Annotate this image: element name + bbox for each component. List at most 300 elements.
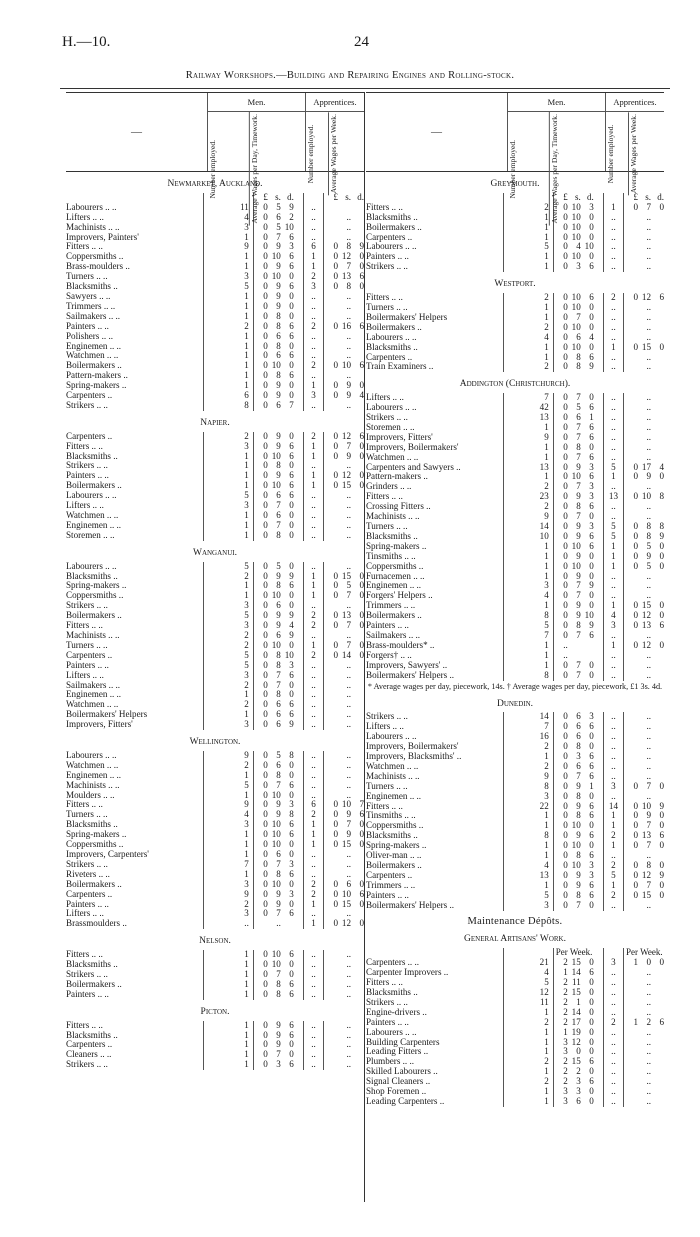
apprentice-number: .. [603, 998, 623, 1008]
men-wages [553, 1097, 603, 1107]
major-heading: Maintenance Dépôts. [467, 915, 563, 927]
men-number: 14 [504, 712, 554, 722]
apprentice-number: .. [304, 761, 324, 771]
wage-d: 6 [289, 470, 294, 481]
wage-s: .. [646, 251, 651, 262]
wage-d: 8 [659, 491, 664, 502]
apprentice-number: .. [603, 988, 623, 998]
wage-d: 6 [289, 320, 294, 331]
wage-s: 6 [276, 699, 281, 710]
header-dash: — [131, 126, 142, 138]
wage-s: .. [346, 370, 351, 381]
wage-p: 0 [563, 530, 568, 541]
men-number: 1 [504, 811, 554, 821]
wage-p: 2 [563, 1006, 568, 1017]
wage-p: 0 [633, 600, 638, 611]
wage-d: 0 [359, 570, 364, 581]
men-number: 1 [203, 511, 253, 521]
wage-d: 6 [659, 1016, 664, 1027]
wage-s: 12 [341, 918, 351, 929]
table-row [66, 332, 364, 342]
apprentice-wages [324, 1021, 365, 1031]
men-number: 4 [203, 810, 253, 820]
apprentice-wages [324, 781, 365, 791]
wage-p: £ [263, 191, 268, 202]
wage-p: 0 [263, 1019, 268, 1030]
apprentices-label: Apprentices. [606, 93, 664, 112]
wage-p: 0 [333, 809, 338, 820]
men-number: 1 [203, 381, 253, 391]
wage-s: 9 [276, 281, 281, 292]
wage-d: 0 [589, 221, 594, 232]
men-number: 1 [203, 690, 253, 700]
apprentice-number-label: Number employed. [306, 124, 315, 183]
wage-s: .. [346, 749, 351, 760]
wage-s: 14 [341, 649, 351, 660]
wage-d: 0 [289, 529, 294, 540]
occupation: Strikers .. .. [66, 461, 108, 471]
table-row [66, 401, 364, 411]
table-row [66, 880, 364, 890]
wage-d: 6 [289, 1029, 294, 1040]
table-row [66, 830, 364, 840]
wage-s: 7 [576, 580, 581, 591]
wage-p: 0 [563, 590, 568, 601]
wage-s: 7 [576, 629, 581, 640]
wage-d: 0 [589, 996, 594, 1007]
wage-p: 0 [263, 949, 268, 960]
men-number: 1 [203, 1031, 253, 1041]
men-number: 1 [504, 223, 554, 233]
apprentice-wages [324, 342, 365, 352]
wage-s: 6 [276, 629, 281, 640]
men-wages [253, 332, 303, 342]
occupation: Labourers .. .. [66, 491, 117, 501]
wage-d: 3 [589, 461, 594, 472]
men-number: 9 [504, 772, 554, 782]
wage-d: 0 [289, 390, 294, 401]
wage-s: 10 [641, 491, 651, 502]
men-number: 1 [203, 710, 253, 720]
apprentice-number: .. [304, 531, 324, 541]
table-row [66, 791, 364, 801]
apprentice-wages [624, 958, 665, 968]
occupation: Strikers .. .. [366, 413, 408, 423]
apprentice-number: 1 [304, 452, 324, 462]
men-number: 1 [203, 452, 253, 462]
apprentice-number: 1 [603, 343, 623, 353]
wage-s: .. [646, 402, 651, 413]
occupation: Carpenters .. [366, 352, 413, 362]
wage-d: 9 [589, 361, 594, 372]
section-row [66, 411, 364, 432]
wage-p: 0 [263, 201, 268, 212]
table-row [66, 381, 364, 391]
table-row [366, 293, 664, 303]
wage-p: 1 [633, 1016, 638, 1027]
wage-p: £ [333, 191, 338, 202]
wage-d: 4 [289, 620, 294, 631]
table-row [366, 651, 664, 661]
wage-s: 9 [576, 550, 581, 561]
wage-s: 9 [276, 610, 281, 621]
apprentice-wages [324, 282, 365, 292]
wage-s: .. [346, 500, 351, 511]
apprentice-number: .. [603, 393, 623, 403]
wage-p: 2 [563, 996, 568, 1007]
apprentice-number: .. [603, 581, 623, 591]
wage-s: 10 [271, 949, 281, 960]
wage-d: 0 [289, 500, 294, 511]
men-number: 9 [504, 512, 554, 522]
wage-p: 0 [263, 988, 268, 999]
men-number: 2 [504, 502, 554, 512]
wage-d: 6 [359, 809, 364, 820]
wage-p: 0 [333, 320, 338, 331]
apprentice-wages [624, 313, 665, 323]
apprentice-number: .. [603, 213, 623, 223]
apprentice-number: .. [603, 851, 623, 861]
wage-d: 0 [359, 450, 364, 461]
wage-d: 10 [584, 610, 594, 621]
apprentice-number: .. [603, 242, 623, 252]
wage-s: 10 [271, 839, 281, 850]
wage-d: 6 [589, 421, 594, 432]
occupation: Boilermakers .. [366, 861, 422, 870]
apprentice-number: .. [304, 511, 324, 521]
wage-s: 7 [346, 819, 351, 830]
apprentice-wages [324, 531, 365, 541]
apprentice-number: .. [304, 990, 324, 1000]
apprentices-header [305, 93, 364, 194]
men-number: 1 [504, 453, 554, 463]
occupation: Painters .. .. [366, 252, 409, 262]
occupation: Storemen .. .. [66, 530, 115, 540]
footnote-row [366, 681, 664, 692]
page-number: 24 [354, 34, 369, 50]
apprentices-header [605, 93, 664, 194]
occupation: Fitters .. .. [366, 978, 403, 988]
apprentice-wages [624, 1067, 665, 1077]
table-row [66, 720, 364, 730]
occupation: Machinists .. .. [366, 512, 420, 522]
wage-d: 0 [589, 321, 594, 332]
wage-d: 6 [589, 967, 594, 978]
apprentice-number: 1 [603, 542, 623, 552]
apprentice-wages [324, 371, 365, 381]
wage-d: 0 [659, 639, 664, 650]
apprentice-number: 2 [603, 891, 623, 901]
wage-p: 0 [263, 490, 268, 501]
table-row [366, 1047, 664, 1057]
table-row [366, 611, 664, 621]
apprentice-wages [324, 292, 365, 302]
men-number: 4 [504, 333, 554, 343]
wage-p: 0 [633, 292, 638, 303]
wage-s: .. [346, 849, 351, 859]
men-label: Men. [508, 93, 605, 112]
men-number: 2 [203, 700, 253, 710]
wage-d: 8 [289, 749, 294, 760]
men-wages [253, 720, 303, 730]
table-row [66, 690, 364, 700]
wage-s: .. [346, 290, 351, 301]
men-number: 1 [504, 303, 554, 313]
occupation: Grinders .. .. [366, 482, 412, 492]
wage-d: 0 [289, 430, 294, 441]
men-number: 2 [504, 742, 554, 752]
wage-s: 10 [571, 301, 581, 312]
wage-d: 6 [289, 490, 294, 501]
wage-d: 0 [659, 780, 664, 791]
wage-s: .. [646, 261, 651, 272]
apprentice-wages [624, 581, 665, 591]
wage-p: 0 [263, 659, 268, 670]
section-row [66, 730, 364, 751]
wage-s: 8 [276, 460, 281, 471]
wage-s: 10 [271, 480, 281, 491]
occupation: Fitters .. .. [366, 492, 403, 502]
wage-d: 6 [589, 501, 594, 512]
wage-p: 0 [263, 858, 268, 869]
wage-p: 0 [263, 749, 268, 760]
occupation: Strikers .. .. [66, 601, 108, 611]
wage-s: 10 [571, 471, 581, 482]
occupation: Machinists .. .. [66, 222, 120, 232]
wage-d: 9 [659, 530, 664, 541]
apprentice-number: .. [603, 443, 623, 453]
apprentice-wages [624, 988, 665, 998]
apprentice-number: 2 [304, 432, 324, 442]
wage-d: 3 [289, 799, 294, 810]
wage-d: 0 [589, 251, 594, 262]
wage-p: 0 [263, 281, 268, 292]
apprentice-wages [624, 1077, 665, 1087]
section-title: Wanganui. [192, 547, 237, 558]
wage-s: 7 [576, 431, 581, 442]
apprentice-wages [624, 532, 665, 542]
apprentice-wages [624, 762, 665, 772]
occupation: Spring-makers .. [366, 541, 427, 551]
occupation: Watchmen .. .. [66, 511, 119, 520]
wage-p: 0 [263, 241, 268, 252]
occupation: Cleaners .. .. [66, 1050, 112, 1060]
table-row [366, 968, 664, 978]
wage-s: s. [575, 191, 581, 202]
wage-d: 6 [589, 760, 594, 771]
men-wages [253, 531, 303, 541]
wage-p: .. [563, 649, 568, 660]
wage-d: 0 [659, 957, 664, 968]
wage-s: 8 [276, 310, 281, 321]
wage-s: .. [346, 689, 351, 700]
occupation: Fitters .. .. [66, 1020, 103, 1030]
wage-s: 9 [576, 491, 581, 502]
wage-s: .. [346, 519, 351, 530]
apprentice-wages [324, 223, 365, 233]
table-row [366, 403, 664, 413]
wage-d: 6 [589, 292, 594, 303]
apprentice-number: 1 [304, 572, 324, 582]
apprentice-number: 2 [304, 621, 324, 631]
wage-d: 6 [289, 978, 294, 989]
occupation: Improvers, Sawyers' .. [366, 660, 448, 670]
wage-p: 0 [563, 461, 568, 472]
wage-d: 0 [659, 540, 664, 551]
apprentice-wages [324, 919, 365, 929]
section-row [366, 272, 664, 293]
wage-d: 6 [589, 830, 594, 841]
men-number: 5 [203, 661, 253, 671]
wage-s: 6 [346, 878, 351, 889]
table-row [366, 581, 664, 591]
occupation: Tinsmiths .. .. [366, 811, 416, 821]
men-number: 1 [504, 343, 554, 353]
apprentice-number: .. [603, 403, 623, 413]
wage-s: 9 [276, 809, 281, 820]
men-number: 8 [504, 611, 554, 621]
wage-d: 3 [589, 860, 594, 870]
occupation: Trimmers .. .. [366, 880, 416, 890]
wage-s: 10 [571, 321, 581, 332]
occupation: Enginemen .. .. [366, 581, 422, 591]
occupation: Enginemen .. .. [66, 341, 122, 351]
wage-s: 9 [276, 390, 281, 401]
wage-d: 0 [589, 1026, 594, 1037]
occupation: Boilermakers .. [366, 611, 422, 621]
occupation: Blacksmiths .. [366, 831, 418, 841]
wage-d: 0 [589, 899, 594, 910]
apprentice-number: 1 [603, 472, 623, 482]
occupation: Carpenters .. .. [366, 958, 420, 968]
apprentice-number: 1 [603, 821, 623, 831]
wage-p: 0 [333, 829, 338, 840]
wage-s: 6 [276, 709, 281, 720]
apprentice-number: .. [304, 681, 324, 691]
occupation: Carpenters .. [66, 650, 113, 660]
wage-s: .. [346, 460, 351, 471]
wage-s: 8 [576, 889, 581, 900]
occupation: Turners .. .. [366, 781, 408, 791]
wage-s: .. [646, 760, 651, 771]
wage-p: 0 [633, 610, 638, 621]
wage-d: 0 [359, 839, 364, 850]
wage-s: .. [346, 340, 351, 351]
wage-d: 6 [589, 471, 594, 482]
apprentice-number: .. [304, 1060, 324, 1070]
wage-s: 9 [576, 780, 581, 791]
men-number: 1 [203, 461, 253, 471]
per-week-label: Per Week. [624, 948, 665, 958]
apprentice-wages [324, 690, 365, 700]
occupation: Blacksmiths .. [66, 960, 118, 970]
wage-s: 14 [571, 1006, 581, 1017]
apprentice-number: 3 [304, 391, 324, 401]
wage-s: 5 [276, 221, 281, 232]
wage-d: 3 [289, 858, 294, 869]
occupation: Carpenters and Sawyers .. [366, 462, 461, 472]
wage-p: 0 [333, 570, 338, 581]
wage-s: 6 [276, 211, 281, 222]
wage-d: 0 [659, 341, 664, 352]
wage-s: .. [646, 301, 651, 312]
wage-p: 0 [633, 840, 638, 851]
table-row [366, 1038, 664, 1048]
men-number: 2 [504, 1018, 554, 1028]
wage-p: 0 [263, 898, 268, 909]
wage-s: 7 [276, 968, 281, 979]
men-number: 1 [203, 591, 253, 601]
men-number: 1 [504, 1038, 554, 1048]
wage-s: 9 [276, 620, 281, 631]
wage-p: 0 [633, 461, 638, 472]
wage-s: 7 [276, 679, 281, 690]
wage-d: 9 [289, 570, 294, 581]
occupation: Boilermakers .. [66, 611, 122, 621]
apprentice-wages [324, 332, 365, 342]
wage-s: .. [346, 350, 351, 361]
occupation: Lifters .. .. [66, 501, 104, 511]
apprentice-wages [324, 651, 365, 661]
wage-d: 0 [289, 340, 294, 351]
men-number: 3 [203, 720, 253, 730]
wage-p: 0 [563, 711, 568, 722]
table-row [366, 233, 664, 243]
men-wages [253, 671, 303, 681]
wage-s: 10 [571, 292, 581, 303]
wage-p: 0 [633, 830, 638, 841]
wage-d: 0 [289, 789, 294, 800]
apprentice-number: .. [603, 1008, 623, 1018]
table-row [66, 900, 364, 910]
wage-s: 10 [571, 820, 581, 831]
men-number: 5 [203, 282, 253, 292]
men-wages [253, 401, 303, 411]
wage-p: 0 [263, 789, 268, 800]
men-wages [253, 990, 303, 1000]
wage-s: 15 [641, 600, 651, 611]
table-row [66, 591, 364, 601]
wage-p: 0 [563, 731, 568, 742]
wage-p: 0 [263, 839, 268, 850]
table-row [66, 501, 364, 511]
wage-s: 9 [576, 879, 581, 890]
wage-p: 0 [563, 292, 568, 303]
section-row [366, 372, 664, 393]
apprentice-number: 5 [603, 532, 623, 542]
occupation: Watchmen .. .. [66, 700, 119, 710]
wage-d: 0 [289, 849, 294, 859]
apprentice-wages [624, 752, 665, 762]
occupation: Labourers .. .. [66, 202, 117, 212]
wage-p: 0 [263, 560, 268, 571]
men-number: 5 [203, 562, 253, 572]
apprentice-wages [624, 742, 665, 752]
occupation: Improvers, Boilermakers' [366, 742, 459, 752]
wage-s: .. [346, 988, 351, 999]
apprentice-number: 1 [304, 442, 324, 452]
occupation: Forgers' Helpers .. [366, 591, 433, 601]
apprentice-wages [624, 443, 665, 453]
wage-d: 0 [289, 1039, 294, 1050]
wage-p: 0 [263, 300, 268, 311]
apprentice-number: .. [603, 502, 623, 512]
wage-p: 0 [563, 741, 568, 752]
wage-s: 7 [646, 879, 651, 890]
wage-s: .. [646, 392, 651, 403]
men-number: 5 [504, 242, 554, 252]
occupation: Watchmen .. .. [66, 760, 119, 770]
